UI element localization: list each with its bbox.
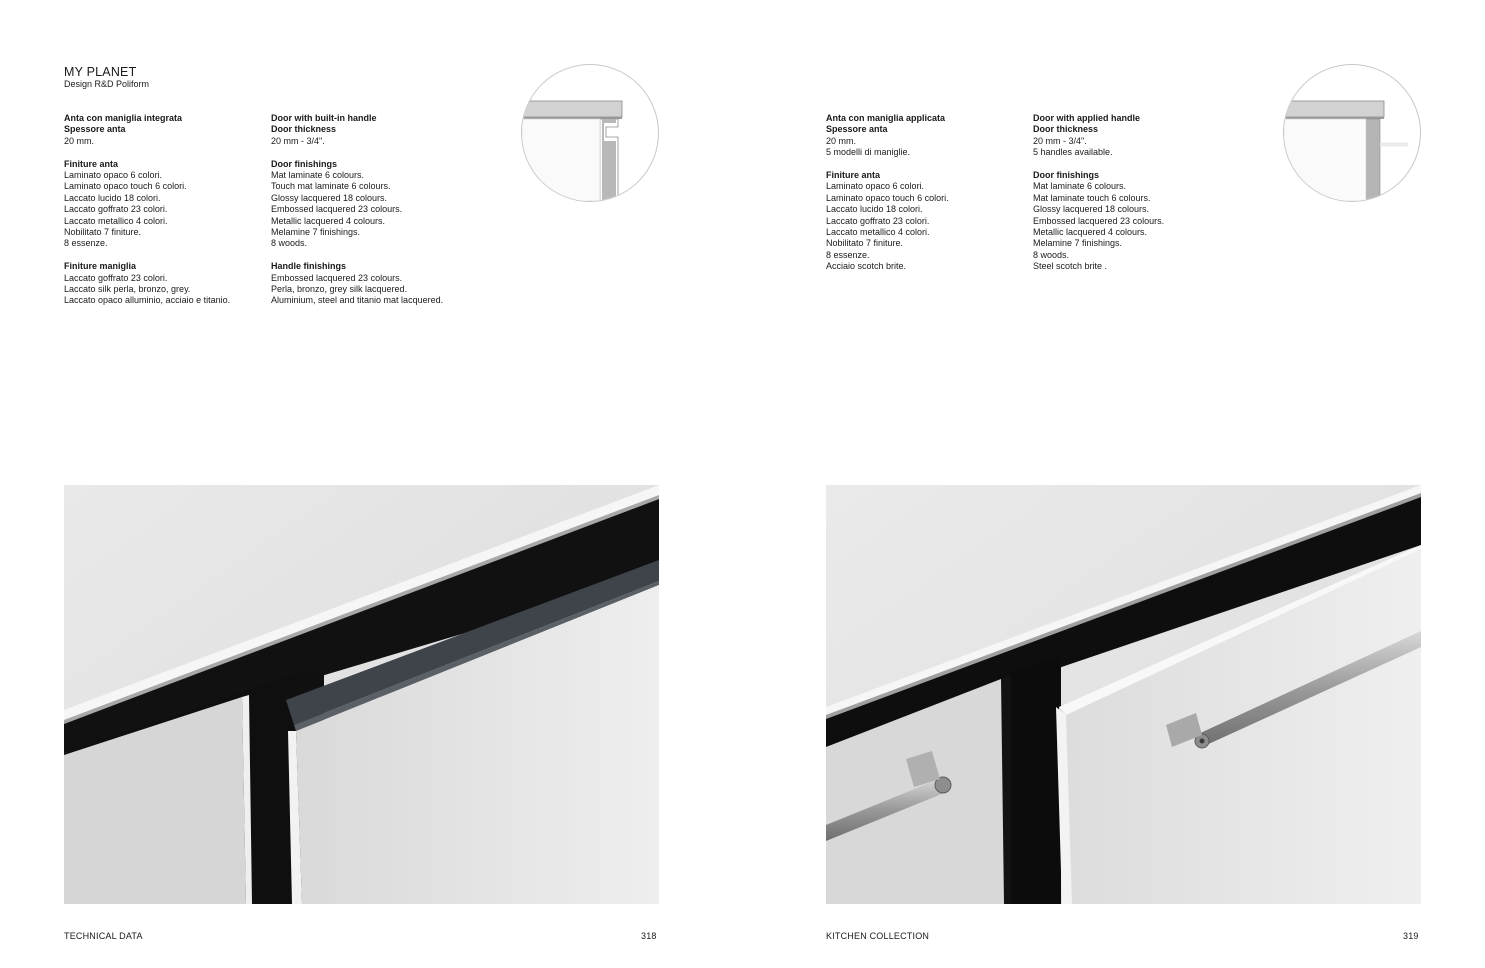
spec-line: Metallic lacquered 4 colours.: [271, 215, 386, 226]
spec-heading: Door thickness: [1033, 124, 1099, 135]
spec-line: Laccato lucido 18 colori.: [64, 192, 161, 203]
applied-handle-door-illustration: [826, 485, 1421, 904]
spec-column-english-left: [271, 113, 471, 318]
spec-heading: Handle finishings: [271, 261, 347, 272]
integrated-handle-door-illustration: [64, 485, 659, 904]
spec-line: Nobilitato 7 finiture.: [826, 238, 904, 249]
spec-line: Touch mat laminate 6 colours.: [271, 181, 391, 192]
spec-line: 8 woods.: [1033, 249, 1070, 260]
spec-line: 20 mm - 3/4".: [271, 135, 325, 146]
photo-applied-handle-door: [826, 485, 1421, 904]
spec-line: Aluminium, steel and titanio mat lacquered.: [271, 295, 444, 306]
spec-line: Perla, bronzo, grey silk lacquered.: [271, 284, 408, 295]
spec-line: Laccato goffrato 23 colori.: [64, 272, 168, 283]
spec-line: Laccato goffrato 23 colori.: [64, 204, 168, 215]
spec-heading: Spessore anta: [826, 124, 888, 135]
spec-line: Embossed lacquered 23 colours.: [271, 272, 403, 283]
spec-line: Laccato metallico 4 colori.: [64, 215, 168, 226]
spec-heading: Door finishings: [1033, 170, 1099, 181]
spec-line: Metallic lacquered 4 colours.: [1033, 227, 1148, 238]
spec-line: 5 modelli di maniglie.: [826, 147, 911, 158]
spec-heading: Door thickness: [271, 124, 337, 135]
spec-line: Embossed lacquered 23 colours.: [271, 204, 403, 215]
spec-block: [271, 159, 471, 250]
applied-handle-section-drawing: [1284, 65, 1420, 201]
spec-heading: Door with built-in handle: [271, 113, 377, 123]
spec-column-italian-left: [64, 113, 264, 318]
spec-line: Laminato opaco 6 colori.: [64, 170, 163, 181]
spec-line: 8 essenze.: [826, 249, 870, 260]
spec-line: Melamine 7 finishings.: [271, 227, 361, 238]
door-profile-detail-applied: [1283, 64, 1421, 202]
spec-line: Laccato lucido 18 colori.: [826, 204, 923, 215]
spec-heading: Finiture maniglia: [64, 261, 137, 272]
spec-block: [1033, 113, 1233, 159]
spec-line: 20 mm.: [826, 135, 857, 146]
footer-section-label-right: KITCHEN COLLECTION: [826, 931, 930, 941]
spec-line: Melamine 7 finishings.: [1033, 238, 1123, 249]
spec-block: [64, 159, 264, 250]
spec-heading: Door finishings: [271, 158, 337, 169]
spec-block: [64, 261, 264, 307]
page-number-left: 318: [641, 931, 657, 941]
spec-block: [826, 113, 1026, 159]
spec-line: Laccato metallico 4 colori.: [826, 227, 930, 238]
footer-section-label-left: TECHNICAL DATA: [64, 931, 143, 941]
spec-line: Glossy lacquered 18 colours.: [271, 192, 388, 203]
spec-block: [64, 113, 264, 147]
spec-column-english-right: [1033, 113, 1233, 284]
spec-line: Laminato opaco touch 6 colori.: [826, 192, 949, 203]
spec-heading: Spessore anta: [64, 124, 126, 135]
spec-line: 20 mm.: [64, 135, 95, 146]
spec-line: Laccato opaco alluminio, acciaio e titanio.: [64, 295, 231, 306]
spec-line: Glossy lacquered 18 colours.: [1033, 204, 1150, 215]
photo-integrated-handle-door: [64, 485, 659, 904]
page-number-right: 319: [1403, 931, 1419, 941]
spec-heading: Finiture anta: [64, 158, 119, 169]
spec-column-italian-right: [826, 113, 1026, 284]
spec-line: Laminato opaco 6 colori.: [826, 181, 925, 192]
spec-line: 8 essenze.: [64, 238, 108, 249]
spec-block: [271, 261, 471, 307]
spec-line: Laccato silk perla, bronzo, grey.: [64, 284, 191, 295]
spec-line: 8 woods.: [271, 238, 308, 249]
spec-line: 20 mm - 3/4".: [1033, 135, 1087, 146]
spec-line: Acciaio scotch brite.: [826, 261, 907, 272]
spec-line: 5 handles available.: [1033, 147, 1113, 158]
page-title: MY PLANET: [64, 65, 137, 79]
page-subtitle: Design R&D Poliform: [64, 79, 150, 89]
spec-line: Mat laminate touch 6 colours.: [1033, 192, 1151, 203]
spec-line: Embossed lacquered 23 colours.: [1033, 215, 1165, 226]
spec-heading: Door with applied handle: [1033, 113, 1141, 123]
spec-heading: Anta con maniglia integrata: [64, 113, 183, 123]
spec-block: [271, 113, 471, 147]
spec-block: [826, 170, 1026, 273]
spec-line: Mat laminate 6 colours.: [1033, 181, 1127, 192]
spec-line: Nobilitato 7 finiture.: [64, 227, 142, 238]
spec-line: Mat laminate 6 colours.: [271, 170, 365, 181]
door-profile-detail-integrated: [521, 64, 659, 202]
integrated-handle-section-drawing: [522, 65, 658, 201]
spec-line: Steel scotch brite .: [1033, 261, 1108, 272]
spec-heading: Finiture anta: [826, 170, 881, 181]
spec-block: [1033, 170, 1233, 273]
spec-heading: Anta con maniglia applicata: [826, 113, 946, 123]
spec-line: Laminato opaco touch 6 colori.: [64, 181, 187, 192]
spec-line: Laccato goffrato 23 colori.: [826, 215, 930, 226]
